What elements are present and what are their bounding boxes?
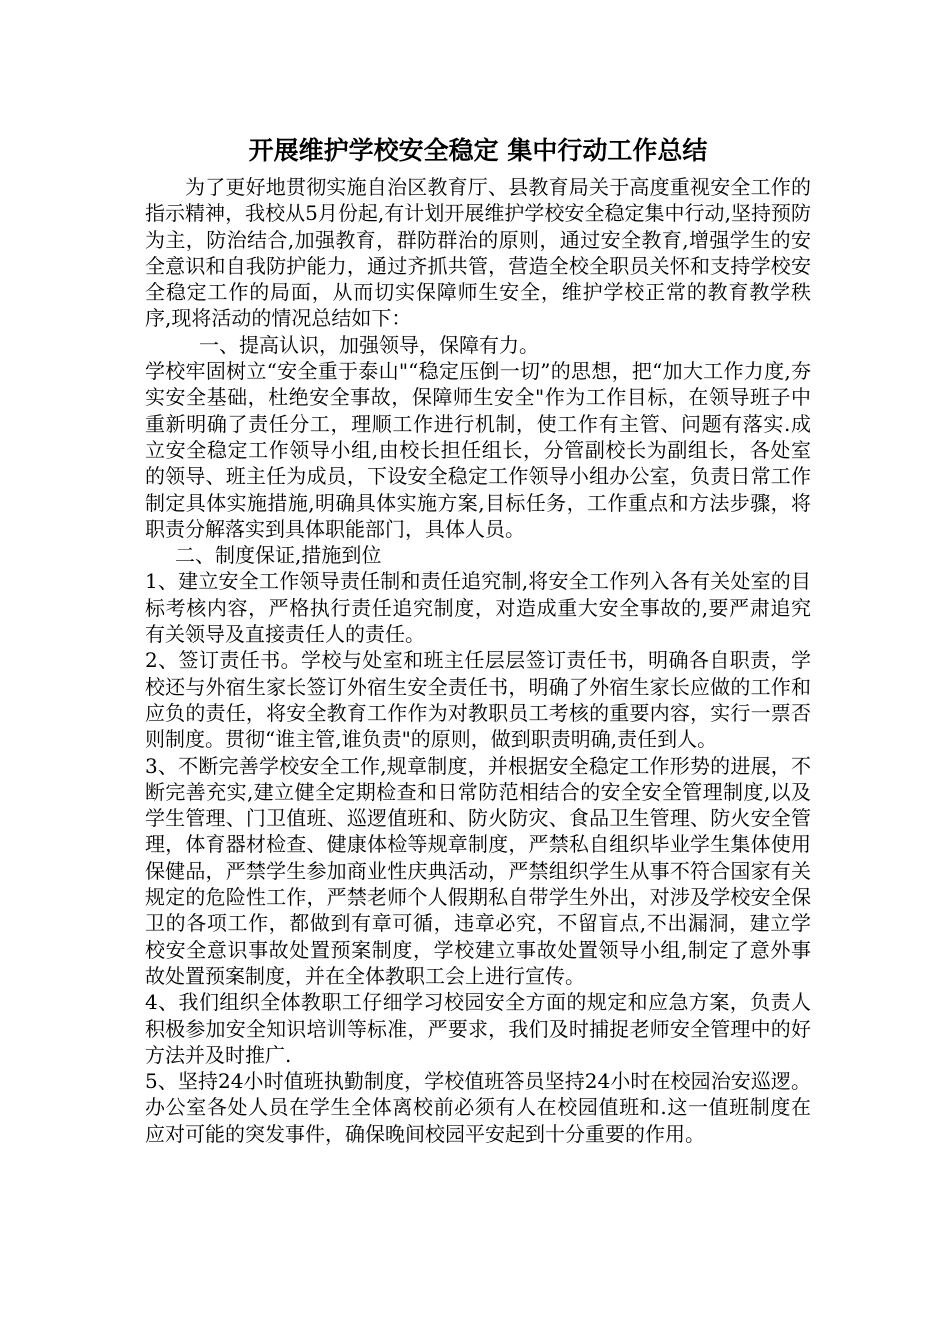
list-item-3: 3、不断完善学校安全工作,规章制度，并根据安全稳定工作形势的进展，不断完善充实,建立健全定期检查和日常防范相结合的安全安全管理制度,以及学生管理、门卫值班、巡逻值班和、防火防灾、食品卫生管理、防火安全管理，体育器材检查、健康体检等规章制度，严禁私自组织毕业学生集体使用保健品，严禁学生参加商业性庆典活动，严禁组织学生从事不符合国家有关规定的危险性工作，严禁老师个人假期私自带学生外出，对涉及学校安全保卫的各项工作，都做到有章可循，违章必究，不留盲点,不出漏洞，建立学校安全意识事故处置预案制度，学校建立事故处置领导小组,制定了意外事故处置预案制度，并在全体教职工会上进行宣传。	[145, 753, 811, 988]
list-item-1: 1、建立安全工作领导责任制和责任追究制,将安全工作列入各有关处室的目标考核内容，严格执行责任追究制度，对造成重大安全事故的,要严肃追究有关领导及直接责任人的责任。	[145, 569, 811, 647]
intro-paragraph: 为了更好地贯彻实施自治区教育厅、县教育局关于高度重视安全工作的指示精神，我校从5月份起,有计划开展维护学校安全稳定集中行动,坚持预防为主，防治结合,加强教育，群防群治的原则，通过安全教育,增强学生的安全意识和自我防护能力，通过齐抓共管，营造全校全职员关怀和支持学校安全稳定工作的局面，从而切实保障师生安全，维护学校正常的教育教学秩序,现将活动的情况总结如下：	[145, 175, 811, 331]
section1-body: 学校牢固树立“安全重于泰山"“稳定压倒一切”的思想，把“加大工作力度,夯实安全基础，杜绝安全事故，保障师生安全"作为工作目标，在领导班子中重新明确了责任分工，理顺工作进行机制，使工作有主管、问题有落实.成立安全稳定工作领导小组,由校长担任组长，分管副校长为副组长，各处室的领导、班主任为成员，下设安全稳定工作领导小组办公室，负责日常工作制定具体实施措施,明确具体实施方案,目标任务，工作重点和方法步骤，将职责分解落实到具体职能部门，具体人员。	[145, 359, 811, 541]
section2-heading: 二、制度保证,措施到位	[175, 543, 382, 568]
list-item-5: 5、坚持24小时值班执勤制度，学校值班答员坚持24小时在校园治安巡逻。办公室各处人员在学生全体离校前必须有人在校园值班和.这一值班制度在应对可能的突发事件，确保晚间校园平安起到十分重要的作用。	[145, 1069, 811, 1146]
document-page	[145, 128, 811, 1147]
list-item-2: 2、签订责任书。学校与处室和班主任层层签订责任书，明确各自职责，学校还与外宿生家长签订外宿生安全责任书，明确了外宿生家长应做的工作和应负的责任，将安全教育工作作为对教职员工考核的重要内容，实行一票否则制度。贯彻“谁主管,谁负责"的原则，做到职责明确,责任到人。	[145, 648, 811, 752]
list-item-4: 4、我们组织全体教职工仔细学习校园安全方面的规定和应急方案，负责人积极参加安全知识培训等标准，严要求，我们及时捕捉老师安全管理中的好方法并及时推广.	[145, 990, 811, 1067]
document-title: 开展维护学校安全稳定 集中行动工作总结	[248, 136, 708, 165]
section1-heading: 一、提高认识，加强领导，保障有力。	[199, 332, 539, 357]
